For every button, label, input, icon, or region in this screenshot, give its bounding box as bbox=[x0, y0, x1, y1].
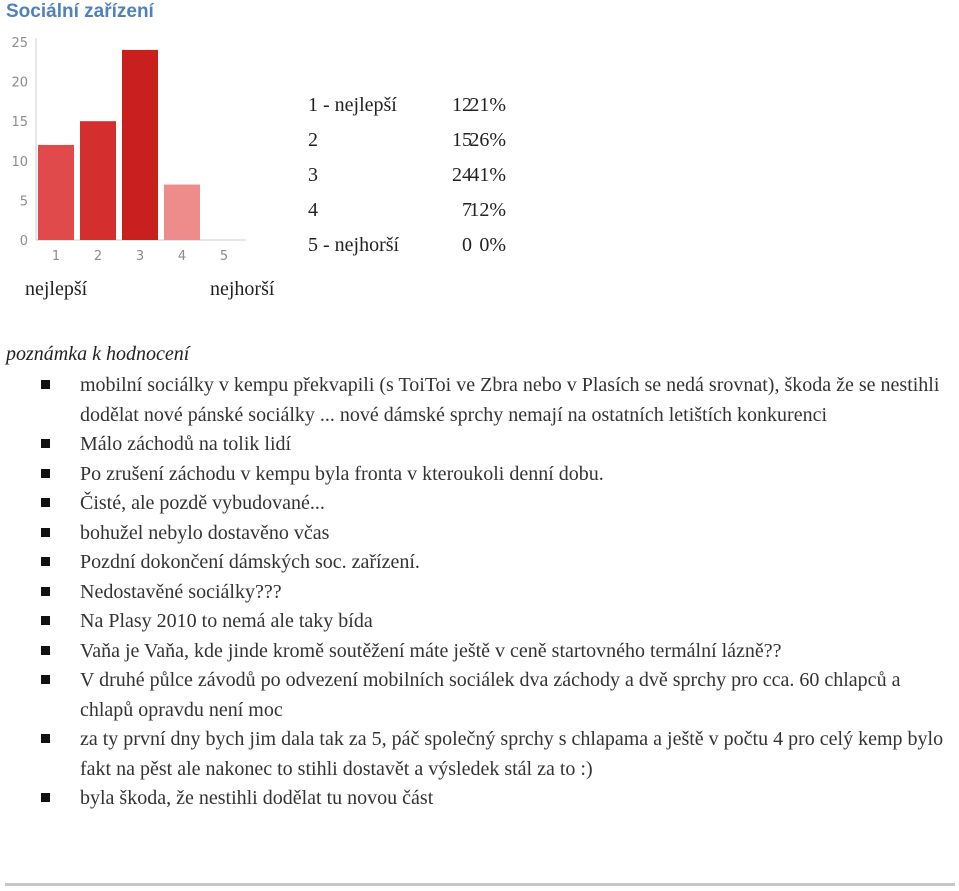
comment-text: Pozdní dokončení dámských soc. zařízení. bbox=[80, 551, 420, 573]
result-count: 15 bbox=[452, 129, 472, 151]
result-percent: 12% bbox=[469, 199, 506, 221]
comment-item bbox=[0, 666, 959, 725]
result-row bbox=[308, 193, 528, 228]
comment-text: mobilní sociálky v kempu překvapili (s ToiToi ve Zbra nebo v Plasích se nedá srovnat), škoda že se nestihli dodělat nové pánské sociálky ... nové dámské sprchy nemají na ostatních letištích konkurenci bbox=[80, 374, 940, 426]
square-bullet-icon bbox=[41, 587, 50, 596]
result-count: 0 bbox=[462, 234, 472, 256]
comment-text: Po zrušení záchodu v kempu byla fronta v kteroukoli denní dobu. bbox=[80, 462, 604, 485]
comment-item bbox=[0, 548, 959, 578]
section-heading: Sociální zařízení bbox=[6, 1, 154, 22]
x-tick-label: 1 bbox=[51, 249, 61, 264]
result-row bbox=[308, 123, 528, 158]
result-label: 3 bbox=[308, 164, 318, 186]
square-bullet-icon bbox=[41, 646, 50, 655]
square-bullet-icon bbox=[41, 498, 50, 507]
square-bullet-icon bbox=[41, 675, 50, 684]
comment-item bbox=[0, 489, 959, 519]
result-count: 7 bbox=[462, 199, 472, 221]
note-title: poznámka k hodnocení bbox=[6, 343, 190, 365]
result-label: 1 - nejlepší bbox=[308, 94, 397, 116]
bar-2 bbox=[80, 121, 116, 240]
square-bullet-icon bbox=[41, 439, 50, 448]
result-row bbox=[308, 228, 528, 263]
scale-best-label: nejlepší bbox=[25, 278, 88, 300]
square-bullet-icon bbox=[41, 793, 50, 802]
x-tick-label: 3 bbox=[135, 249, 145, 264]
y-tick-label: 20 bbox=[11, 75, 28, 91]
square-bullet-icon bbox=[41, 734, 50, 743]
chart-svg bbox=[0, 30, 260, 270]
y-tick-label: 10 bbox=[11, 154, 28, 170]
comment-text: bohužel nebylo dostavěno včas bbox=[80, 521, 330, 544]
comment-text: V druhé půlce závodů po odvezení mobilních sociálek dva záchody a dvě sprchy pro cca. 60 chlapců a chlapů opravdu není moc bbox=[80, 669, 901, 721]
square-bullet-icon bbox=[41, 557, 50, 566]
comment-item bbox=[0, 460, 959, 490]
results-table bbox=[308, 88, 528, 263]
result-percent: 21% bbox=[469, 94, 506, 116]
result-label: 2 bbox=[308, 129, 318, 151]
y-tick-label: 5 bbox=[19, 194, 28, 210]
result-percent: 0% bbox=[479, 234, 506, 256]
result-row bbox=[308, 88, 528, 123]
y-tick-label: 0 bbox=[19, 234, 28, 249]
square-bullet-icon bbox=[41, 528, 50, 537]
x-tick-label: 4 bbox=[177, 249, 187, 264]
y-tick-label: 15 bbox=[11, 115, 28, 131]
comment-text: Vaňa je Vaňa, kde jinde kromě soutěžení máte ještě v ceně startovného termální lázně?? bbox=[80, 639, 782, 662]
comment-text: byla škoda, že nestihli dodělat tu novou část bbox=[80, 787, 434, 809]
x-tick-label: 2 bbox=[93, 249, 103, 264]
result-label: 5 - nejhorší bbox=[308, 234, 400, 256]
comment-text: Nedostavěné sociálky??? bbox=[80, 580, 282, 603]
comment-item bbox=[0, 637, 959, 667]
result-count: 12 bbox=[452, 94, 472, 116]
rating-bar-chart bbox=[0, 30, 260, 270]
comment-item bbox=[0, 371, 959, 430]
result-row bbox=[308, 158, 528, 193]
comment-text: Čisté, ale pozdě vybudované... bbox=[80, 492, 325, 514]
square-bullet-icon bbox=[41, 469, 50, 478]
bar-4 bbox=[164, 185, 200, 240]
square-bullet-icon bbox=[41, 616, 50, 625]
result-label: 4 bbox=[308, 199, 318, 221]
comment-item bbox=[0, 725, 959, 784]
result-count: 24 bbox=[452, 164, 472, 186]
result-percent: 26% bbox=[469, 129, 506, 151]
square-bullet-icon bbox=[41, 380, 50, 389]
comments-list bbox=[0, 371, 959, 814]
comment-text: Na Plasy 2010 to nemá ale taky bída bbox=[80, 610, 373, 632]
y-tick-label: 25 bbox=[11, 36, 28, 51]
comment-item bbox=[0, 784, 959, 814]
comment-item bbox=[0, 607, 959, 637]
x-tick-label: 5 bbox=[219, 249, 229, 264]
comment-text: Málo záchodů na tolik lidí bbox=[80, 433, 292, 455]
result-percent: 41% bbox=[469, 164, 506, 186]
bar-3 bbox=[122, 50, 158, 240]
comment-item bbox=[0, 578, 959, 608]
comment-item bbox=[0, 519, 959, 549]
scale-worst-label: nejhorší bbox=[210, 278, 275, 300]
comment-text: za ty první dny bych jim dala tak za 5, páč společný sprchy s chlapama a ještě v počtu 4 pro celý kemp bylo fakt na pěst ale nakonec to stihli dostavět a výsledek stál za to :) bbox=[80, 728, 944, 780]
bar-1 bbox=[38, 145, 74, 240]
bottom-divider bbox=[5, 883, 955, 886]
comment-item bbox=[0, 430, 959, 460]
